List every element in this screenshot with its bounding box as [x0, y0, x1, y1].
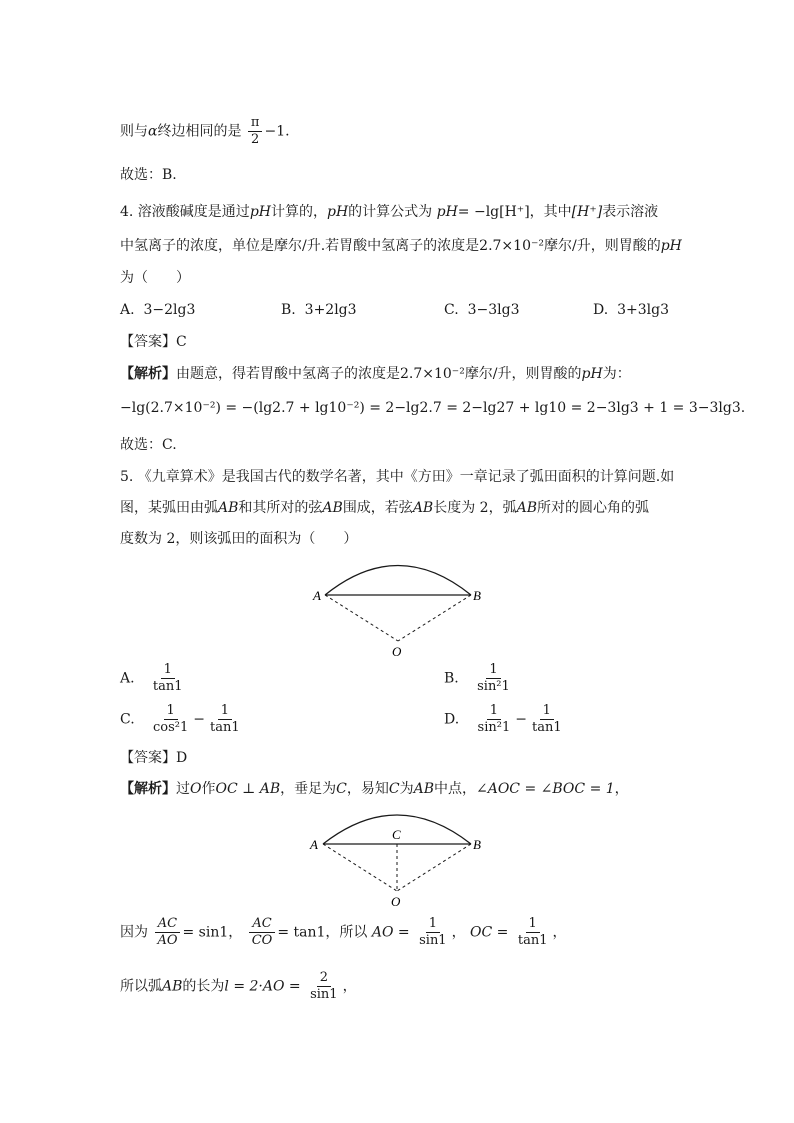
denominator: CO	[251, 933, 273, 948]
q4-line2	[120, 236, 682, 256]
text: 和其所对的弦	[238, 500, 323, 516]
o-symbol: O	[190, 781, 202, 797]
text: 中点，	[433, 781, 476, 797]
denominator: tan1	[210, 720, 240, 735]
option-label: A.	[120, 670, 135, 687]
prev-conclusion	[120, 115, 290, 148]
q5-ratios	[120, 916, 567, 949]
fraction	[150, 703, 191, 736]
ab-symbol: AB	[516, 500, 537, 516]
text: ，易知	[346, 781, 389, 797]
q5-line2	[120, 498, 649, 518]
arc-field-figure-with-c	[303, 800, 498, 908]
q4-option-c	[444, 300, 519, 320]
radius-ob	[398, 595, 471, 641]
oc-eq: OC =	[470, 924, 509, 941]
label-o: O	[391, 894, 401, 908]
fraction	[207, 703, 243, 736]
text: 作	[201, 781, 216, 797]
numerator: 1	[164, 703, 178, 720]
ao-eq: AO =	[371, 924, 410, 941]
ab-symbol: AB	[413, 781, 434, 797]
label-b: B	[473, 837, 481, 852]
option-text: 3+2lg3	[304, 302, 357, 318]
perp-expr: OC ⊥ AB	[215, 781, 281, 797]
numerator: AC	[155, 916, 180, 933]
option-text: 3−2lg3	[143, 302, 196, 318]
option-label: A.	[120, 302, 135, 318]
text: 围成，若弦	[342, 500, 413, 516]
denominator: AO	[157, 933, 178, 948]
fraction	[475, 703, 514, 736]
fraction	[416, 916, 449, 949]
ab-symbol: AB	[162, 978, 183, 995]
q5-option-a	[120, 662, 188, 695]
prev-answer-choice: 故选：B.	[120, 167, 177, 183]
q4-answer: 【答案】C	[120, 334, 187, 350]
text: 的长为	[182, 978, 225, 995]
text: 的计算公式为	[348, 204, 433, 220]
minus: −	[515, 711, 527, 728]
q5-line1: 5. 《九章算术》是我国古代的数学名著，其中《方田》一章记录了弧田面积的计算问题.如	[120, 469, 675, 485]
option-label: C.	[444, 302, 459, 318]
ab-symbol: AB	[412, 500, 434, 516]
denominator: cos²1	[153, 720, 189, 735]
numerator: 1	[526, 916, 540, 933]
ph-formula: = −lg[H⁺]	[457, 204, 530, 220]
numerator: 1	[540, 703, 554, 720]
fraction	[307, 970, 340, 1003]
numerator: 1	[426, 916, 440, 933]
ph-symbol: pH	[660, 238, 682, 254]
numerator: 1	[486, 662, 500, 679]
denominator: sin1	[419, 933, 447, 948]
text: 所对的圆心角的弧	[536, 500, 649, 516]
q4-line1	[120, 202, 658, 222]
h-bracket: [H⁺]	[571, 204, 603, 220]
text: 终边相同的是	[157, 123, 242, 140]
text: 摩尔/升，则胃酸的	[464, 366, 582, 382]
ab-symbol: AB	[218, 500, 239, 516]
radius-oa	[323, 844, 397, 891]
text: 摩尔/升，则胃酸的	[543, 238, 661, 254]
text: = sin1	[182, 924, 229, 941]
alpha-symbol: α	[148, 123, 158, 140]
numerator: 2	[317, 970, 331, 987]
text: 因为	[120, 924, 148, 941]
q5-option-d	[444, 703, 567, 736]
analysis-tag: 【解析】	[120, 366, 176, 382]
denominator: sin²1	[477, 720, 511, 735]
q4-calculation: −lg(2.7×10⁻²) = −(lg2.7 + lg10⁻²) = 2−lg2.7 = 2−lg27 + lg10 = 2−3lg3 + 1 = 3−3lg3.	[120, 400, 746, 416]
label-a: A	[313, 588, 321, 603]
text: 长度为 2，弧	[433, 500, 517, 516]
q4-option-b	[281, 300, 357, 320]
text: ，	[342, 978, 357, 995]
q4-choose: 故选：C.	[120, 437, 177, 453]
label-b: B	[473, 588, 481, 603]
concentration-value: 2.7×10⁻²	[479, 238, 544, 254]
fraction	[529, 703, 565, 736]
ab-symbol: AB	[322, 500, 343, 516]
concentration-value: 2.7×10⁻²	[400, 366, 465, 382]
text: −1.	[264, 123, 290, 140]
ph-symbol: pH	[581, 366, 603, 382]
numerator: π	[248, 115, 263, 132]
numerator: 1	[487, 703, 501, 720]
text: ，所以	[325, 924, 368, 941]
text: ，	[228, 924, 243, 941]
denominator: tan1	[517, 933, 548, 948]
q5-line3: 度数为 2，则该弧田的面积为（ ）	[120, 531, 358, 547]
text: ，	[451, 924, 466, 941]
q4-line3: 为（ ）	[120, 270, 190, 286]
text: ，垂足为	[280, 781, 337, 797]
arc-field-figure	[305, 548, 495, 660]
label-a: A	[310, 837, 318, 852]
arc-ab	[325, 566, 471, 596]
option-label: D.	[593, 302, 609, 318]
q5-option-b	[444, 662, 515, 695]
option-label: D.	[444, 711, 460, 728]
text: 则与	[120, 123, 148, 140]
q5-answer: 【答案】D	[120, 750, 188, 766]
numerator: 1	[161, 662, 175, 679]
text: ，其中	[529, 204, 572, 220]
text: 为：	[602, 366, 631, 382]
text: 所以弧	[120, 978, 162, 995]
c-symbol: C	[336, 781, 347, 797]
text: 过	[176, 781, 190, 797]
q4-option-d	[593, 300, 669, 320]
text: 为	[399, 781, 414, 797]
denominator: 2	[251, 132, 260, 147]
fraction	[249, 916, 276, 949]
denominator: tan1	[531, 720, 562, 735]
ph-symbol: pH	[249, 204, 271, 220]
ph-symbol: pH	[326, 204, 349, 220]
denominator: sin1	[310, 987, 338, 1002]
c-symbol: C	[388, 781, 400, 797]
minus: −	[193, 711, 206, 728]
text: ，	[614, 781, 629, 797]
option-text: 3+3lg3	[617, 302, 669, 318]
pi-over-2-fraction	[248, 115, 263, 148]
fraction	[150, 662, 186, 695]
q5-option-c	[120, 703, 245, 736]
q4-analysis	[120, 364, 631, 384]
label-o: O	[392, 644, 402, 659]
text: 由题意，得若胃酸中氢离子的浓度是	[176, 366, 400, 382]
numerator: AC	[249, 916, 274, 933]
option-label: B.	[444, 670, 459, 687]
text: = tan1	[277, 924, 326, 941]
fraction	[474, 662, 513, 695]
text: 中氢离子的浓度，单位是摩尔/升.若胃酸中氢离子的浓度是	[120, 238, 480, 254]
radius-oa	[325, 595, 398, 641]
q4-option-a	[120, 300, 195, 320]
denominator: sin²1	[477, 679, 510, 694]
radius-ob	[397, 844, 471, 891]
option-text: 3−3lg3	[467, 302, 520, 318]
fraction	[154, 916, 180, 949]
q5-analysis	[120, 779, 629, 799]
text: ，	[552, 924, 567, 941]
option-label: B.	[281, 302, 296, 318]
option-label: C.	[120, 711, 135, 728]
text: 计算的，	[270, 204, 327, 220]
l-eq: l = 2·AO =	[224, 978, 301, 995]
text: 4. 溶液酸碱度是通过	[120, 204, 250, 220]
ph-symbol: pH	[436, 204, 458, 220]
text: 表示溶液	[602, 204, 659, 220]
label-c: C	[392, 827, 401, 842]
numerator: 1	[218, 703, 232, 720]
text: 图，某弧田由弧	[120, 500, 218, 516]
q5-arc-length	[120, 970, 357, 1003]
fraction	[515, 916, 551, 949]
denominator: tan1	[152, 679, 183, 694]
angle-expr: ∠AOC = ∠BOC = 1	[475, 781, 615, 797]
analysis-tag: 【解析】	[120, 781, 176, 797]
